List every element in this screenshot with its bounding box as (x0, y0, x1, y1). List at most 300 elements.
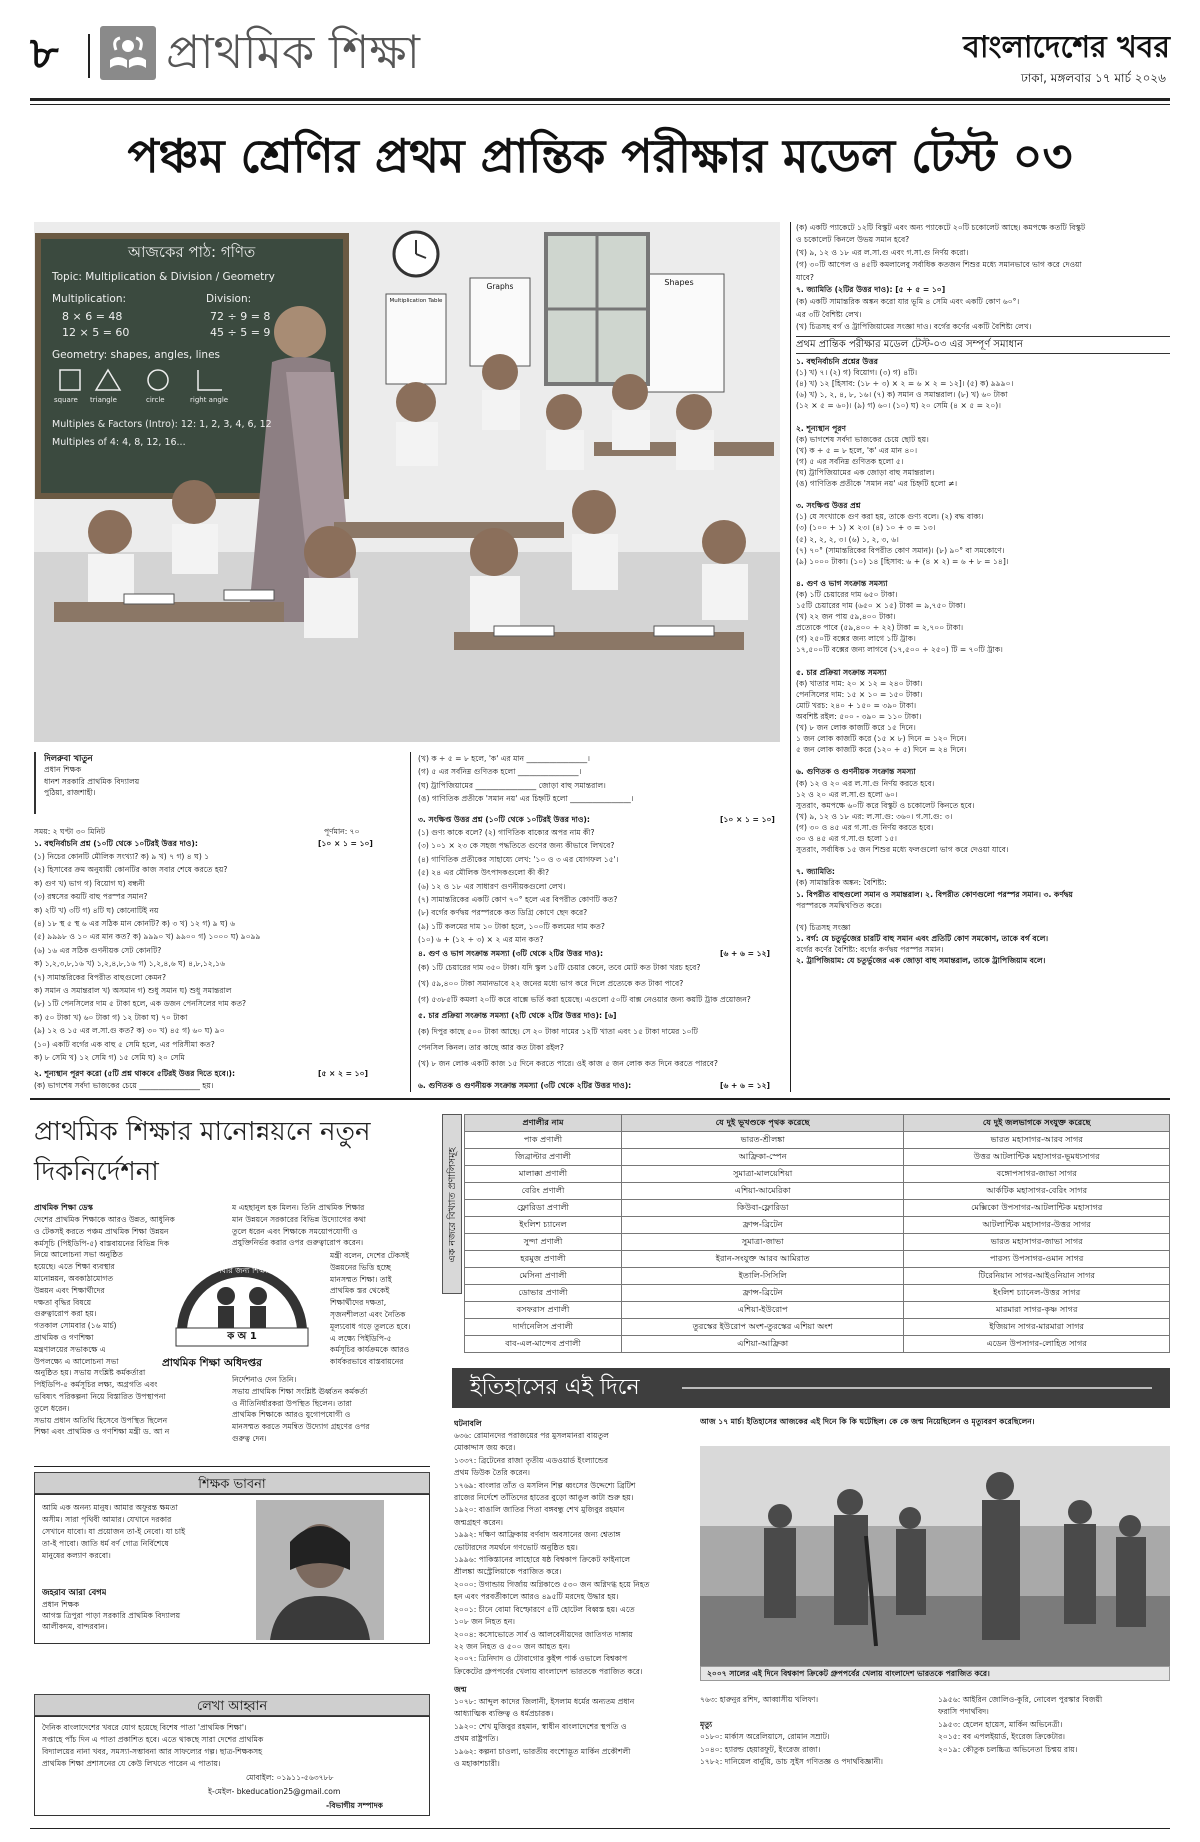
section-rule (30, 1098, 1170, 1100)
news-text-line: তুলে ধরেন এবং শিক্ষাকে সময়োপযোগী ও (232, 1226, 358, 1236)
news-text-line: মানোন্নয়ন, অবকাঠামোগত (34, 1273, 114, 1283)
table-cell: বেরিং প্রণালী (465, 1183, 622, 1200)
question-line: (ক) একটি প্যাকেটে ১২টি বিস্কুট এবং অন্য প্যাকেটে ২০টি চকোলেট আছে। কমপক্ষে কতটি বিস্কুট (796, 223, 1086, 232)
solution-line: (৭) ৭০° (সামান্তরিকের বিপরীত কোণ সমান)। (৮) ৯০° বা সমকোণে। (796, 545, 1005, 555)
table-row (465, 1234, 1170, 1251)
history-header-line (682, 1387, 1152, 1389)
logo-caption: প্রাথমিক শিক্ষা অধিদপ্তর (162, 1357, 262, 1369)
divider (88, 34, 90, 78)
solution-line: (খ) ৯, ১২ ও ১৮ এর: ল.সা.গু: ৩৬০। গ.সা.গু: ৩। (796, 811, 953, 821)
author-box (34, 752, 354, 814)
question-line: (ক) একটি সামান্তরিক অঙ্কন করো যার ভূমি ৪ সেমি এবং একটি কোণ ৬০°। (796, 297, 1020, 307)
question-line: (২) হিসাবের ক্রম অনুযায়ী কোনটির কাজ সবার শেষে করতে হয়? (34, 865, 228, 875)
question-line: এর ৩টি বৈশিষ্ট্য লেখ। (796, 309, 862, 319)
solution-line: ১ জন লোক কাজটি করে (১৫ × ৮) দিনে = ১২০ দিনে। (796, 734, 967, 744)
table-cell: ফ্রান্স-ব্রিটেন (621, 1285, 903, 1302)
q4-marks: [৬ + ৬ = ১২] (720, 949, 770, 958)
author-role: প্রধান শিক্ষক (44, 765, 82, 775)
table-cell: দার্দানেলিস প্রণালী (465, 1319, 622, 1336)
board-multiples-4: Multiples of 4: 4, 8, 12, 16... (52, 437, 186, 448)
solution-line: ১. বহুনির্বাচনি প্রশ্নের উত্তর (796, 357, 878, 366)
table-cell: মেক্সিকো উপসাগর-আটলান্টিক মহাসাগর (904, 1200, 1170, 1217)
question-line: (৫) ২৪ এর মৌলিক উৎপাদকগুলো কী কী? (418, 868, 550, 878)
question-line: (৮) বর্গের কর্ণদ্বয় পরস্পরকে কত ডিগ্রি কোণে ছেদ করে? (418, 908, 588, 918)
author-school: ধানশ সরকারি প্রাথমিক বিদ্যালয় (44, 776, 140, 786)
news-text-line: সৃজনশীলতা এবং নৈতিক (330, 1309, 406, 1319)
question-line: (৩) রম্বসের কয়টি বাহু পরস্পর সমান? (34, 892, 148, 902)
thought-line: মানুষের কল্যাণ করবো। (42, 1551, 111, 1560)
news-text-line: কার্যকরভাবে বাস্তবায়নের (330, 1357, 404, 1367)
teacher-place: আলীকদম, বান্দরবান। (42, 1622, 108, 1631)
solution-line: মোট খরচ: ২৪০ + ১৫০ = ৩৯০ টাকা। (796, 700, 917, 710)
table-cell: ইতালি-সিসিলি (621, 1268, 903, 1285)
solution-line: (খ) চিত্রসহ সংজ্ঞা (796, 922, 851, 932)
solution-line: (ক) সামান্তরিক অঙ্কন: বৈশিষ্ট্য: (796, 878, 887, 888)
table-cell: উত্তর আটলান্টিক মহাসাগর-ভূমধ্যসাগর (904, 1149, 1170, 1166)
birth-line: আধ্যাত্মিক ব্যক্তিত্ব ও ধর্মপ্রচারক। (454, 1709, 554, 1719)
death-line: ১৯৫৬: আইরিন জোলিও-কুরি, নোবেল পুরস্কার বিজয়ী (938, 1695, 1103, 1704)
news-col2-top (232, 1202, 428, 1249)
call-line: সপ্তাহে পাঁচ দিন এ পাতা প্রকাশিত হবে। এতে থাকছে সারা দেশের প্রাথমিক (42, 1735, 264, 1744)
question-line: (৬) ১২ ও ১৮ এর সাধারণ গুণনীয়কগুলো লেখ। (418, 881, 566, 891)
question-line: ক) সমান ও সমান্তরাল খ) অসমান গ) শুধু সমান ঘ) শুধু সমান্তরাল (34, 986, 232, 996)
event-line: ১৯৯৬: পাকিস্তানের লাহোরে ষষ্ঠ বিশ্বকাপ ক্রিকেট ফাইনালে (454, 1555, 631, 1565)
table-cell: এডেন উপসাগর-লোহিত সাগর (904, 1336, 1170, 1353)
masthead-rule (30, 98, 1170, 101)
q2-rest-list (418, 752, 786, 806)
column-header: যে দুই জলভাগকে সংযুক্ত করেছে (904, 1115, 1170, 1132)
teacher-thoughts-text (42, 1502, 258, 1562)
table-cell: সুন্দা প্রণালী (465, 1234, 622, 1251)
question-line: (৭) সামান্তরিকের বিপরীত বাহুগুলো কেমন? (34, 972, 166, 982)
table-cell: টিরেনিয়ান সাগর-আইওনিয়ান সাগর (904, 1268, 1170, 1285)
table-cell: জিব্রাল্টার প্রণালী (465, 1149, 622, 1166)
poster-table-label: Multiplication Table (389, 298, 443, 304)
table-cell: সুমাত্রা-মালয়েশিয়া (621, 1166, 903, 1183)
call-text (42, 1722, 426, 1770)
solution-line: (৫) ২, ২, ২, ৩। (৬) ১, ২, ৩, ৬। (796, 534, 899, 544)
table-cell: বসফরাস প্রণালী (465, 1302, 622, 1319)
question-line: (ঘ) ট্রাপিজিয়ামের ________________ জোড়া বাহু সমান্তরাল। (418, 780, 606, 790)
event-line: জন্মগ্রহণ করেন। (454, 1517, 504, 1527)
table-cell: এশিয়া-আফ্রিকা (621, 1336, 903, 1353)
question-line: (১০) ৬ + (১২ ÷ ৩) × ২ এর মান কত? (418, 935, 544, 945)
solution-line (796, 755, 1170, 766)
event-line: রাজের নির্দেশে তাঁতিদের হাতের বুড়ো আঙুল কাটা শুরু হয়। (454, 1493, 634, 1503)
news-col2-bottom (232, 1374, 428, 1445)
solution-line: ৫ জন লোক কাজটি করে (১২০ ÷ ৫) দিনে = ২৪ দিনে। (796, 745, 967, 755)
q3-title: ৩. সংক্ষিপ্ত উত্তর প্রশ্ন (১০টি থেকে ১০টিরই উত্তর দাও): (418, 815, 590, 824)
table-cell: আর্কটিক মহাসাগর-বেরিং সাগর (904, 1183, 1170, 1200)
logo-arc-text: সবার জন্য শিক্ষা (216, 1266, 268, 1275)
death-line: ০১৮০: মার্কাস অরেলিয়াসে, রোমান সম্রাট। (700, 1732, 830, 1742)
solution-line: ৭. জ্যামিতি: (796, 867, 835, 877)
table-cell: এশিয়া-ইউরোপ (621, 1302, 903, 1319)
solution-line: পেনসিলের দাম: ১৫ × ১০ = ১৫০ টাকা। (796, 689, 923, 699)
events-list (454, 1430, 694, 1678)
column-rule (410, 752, 411, 1092)
solution-line: ১২ ও ২০ এর ল.সা.গু হলো ৬০। (796, 789, 898, 799)
q4-title: ৪. গুণ ও ভাগ সংক্রান্ত সমস্যা (৩টি থেকে ২টির উত্তর দাও): (418, 949, 604, 958)
news-text-line: মন্ত্রী বলেন, দেশের টেকসই (330, 1251, 410, 1260)
question-line: (খ) ৯, ১২ ও ১৮ এর ল.সা.গু এবং গ.সা.গু নির্ণয় করো। (796, 247, 969, 257)
teacher-thoughts-header (34, 1472, 430, 1494)
thought-line: আমি এক অনন্য মানুষ। আমার অফুরন্ত ক্ষমতা (42, 1503, 178, 1512)
news-text-line: শিক্ষা এবং প্রাথমিক ও গণশিক্ষা মন্ত্রী ড. আ ন (34, 1427, 170, 1437)
exam-time: সময়: ২ ঘণ্টা ৩০ মিনিট (34, 827, 106, 836)
birth-line: ১৯৬২: কল্পনা চাওলা, ভারতীয় বংশোদ্ভূত মার্কিন প্রকৌশলী (454, 1746, 631, 1756)
table-row (465, 1285, 1170, 1302)
news-text-line: দক্ষতা বৃদ্ধির বিষয়ে (34, 1297, 92, 1307)
solution-line: সুতরাং, কমপক্ষে ৬০টি করে বিস্কুট ও চকোলেট কিনতে হবে। (796, 800, 975, 810)
exam-marks: পূর্ণমান: ৭০ (324, 827, 360, 836)
event-line: ১৩৩৭: ব্রিটেনের রাজা তৃতীয় এডওয়ার্ড ইংল্যান্ডের (454, 1455, 609, 1465)
news-text-line: সভায় প্রধান অতিথি হিসেবে উপস্থিত ছিলেন (34, 1415, 168, 1425)
question-line: (১) গুণ্য কাকে বলে? (২) গাণিতিক বাক্যের অপর নাম কী? (418, 828, 595, 837)
book-icon (100, 26, 156, 80)
question-line: (৮) ১টি পেনসিলের দাম ৫ টাকা হলে, এক ডজন পেনসিলের দাম কত? (34, 999, 247, 1009)
question-line: ক) ১,২,৩,৮,১৬ খ) ১,২,৪,৮,১৬ গ) ১,২,৪,৬ ঘ) ৪,৮,১২,১৬ (34, 959, 226, 969)
question-line: ক) ৮ সেমি খ) ১২ সেমি গ) ১৫ সেমি ঘ) ২০ সেমি (34, 1053, 185, 1063)
q1-list (34, 850, 406, 1065)
death-line: ফরাসি পদার্থবিদ। (938, 1707, 989, 1717)
news-text-line: প্রাথমিক ও গণশিক্ষা (34, 1332, 94, 1342)
teacher-role: প্রধান শিক্ষক (42, 1600, 80, 1609)
news-byline: প্রাথমিক শিক্ষা ডেস্ক (34, 1203, 93, 1212)
solution-line: (ক) ১টি চেয়ারের দাম ৬৫০ টাকা। (796, 589, 898, 599)
table-cell: ভারত মহাসাগর-আরব সাগর (904, 1132, 1170, 1149)
solution-line: ১. বিপরীত বাহুগুলো সমান ও সমান্তরাল। ২. বিপরীত কোণগুলো পরস্পর সমান। ৩. কর্ণদ্বয় (796, 889, 1073, 899)
question-line: (৪) ১৮ স্থ ৫ স্থ ৬ এর সঠিক মান কোনটি? ক) ৩ খ) ১২ গ) ৯ ঘ) ৬ (34, 919, 236, 929)
call-header (34, 1694, 430, 1716)
solution-line: (১২ × ৫ = ৬০)। (৯) গ) ৬০। (১০) ঘ) ২০ সেমি (৪ × ৫ = ২০)। (796, 401, 1001, 411)
solution-line: ১৭,৫০০টি বক্সের জন্য লাগবে (১৭,৫০০ ÷ ২৫০) টি = ৭০টি ট্রাক। (796, 645, 1003, 655)
table-cell: ভারত-শ্রীলঙ্কা (621, 1132, 903, 1149)
photo-caption: ২০০৭ সালের এই দিনে বিশ্বকাপ ক্রিকেট গ্রুপপর্বের খেলায় বাংলাদেশ ভারতকে পরাজিত করে। (700, 1666, 1170, 1681)
solution-line (796, 411, 1170, 422)
table-row (465, 1268, 1170, 1285)
board-title: আজকের পাঠ: গণিত (128, 243, 256, 261)
table-cell: এশিয়া-আমেরিকা (621, 1183, 903, 1200)
teacher-school: আগস্ত ত্রিপুরা পাড়া সরকারি প্রাথমিক বিদ্যালয় (42, 1611, 181, 1620)
solution-line: ১৫টি চেয়ারের দাম (৬৫০ × ১৫) টাকা = ৯,৭৫০ টাকা। (796, 601, 966, 611)
events-label: ঘটনাবলি (454, 1419, 482, 1428)
table-cell: পারস্য উপসাগর-ওমান সাগর (904, 1251, 1170, 1268)
question-line: ক) ২টি খ) ৩টি গ) ৪টি ঘ) কোনোটিই নয় (34, 905, 159, 915)
board-mult-2: 12 × 5 = 60 (62, 326, 130, 339)
news-text-line: মান উন্নয়নে সরকারের বিভিন্ন উদ্যোগের কথা (232, 1214, 367, 1224)
event-line: হন এবং পরবর্তীকালে আরও ৪৯৫টি মরদেহ উদ্ধার হয়। (454, 1592, 619, 1602)
event-line: ২০০১: চীনে বোমা বিস্ফোরণে ৫টি হোটেল বিধ্বস্ত হয়। এতে (454, 1604, 635, 1614)
table-cell: কিউবা-ফ্লোরিডা (621, 1200, 903, 1217)
shape-square-label: square (54, 396, 78, 404)
q2-marks: [৫ × ২ = ১০] (318, 1069, 368, 1078)
call-email: ই-মেইল- bkeducation25@gmail.com (208, 1787, 341, 1796)
solution-line: (গ) ৫ এর সর্বনিম্ন গুণিতক হলো ৫। (796, 456, 904, 466)
question-line: (খ) ৮ জন লোক একটি কাজ ১৫ দিনে করতে পারে। ওই কাজ ৫ জন লোক কত দিনে করতে পারবে? (418, 1059, 718, 1068)
call-signoff: -বিভাগীয় সম্পাদক (326, 1801, 383, 1810)
question-line: (খ) চিত্রসহ বর্গ ও ট্রাপিজিয়ামের সংজ্ঞা দাও। বর্গের কর্ণের একটি বৈশিষ্ট্য লেখ। (796, 322, 1032, 332)
q4-list (418, 960, 786, 1072)
question-line: ক) ৫০ টাকা খ) ৬০ টাকা গ) ১২ টাকা ঘ) ৭০ টাকা (34, 1012, 188, 1022)
birth-line: প্রথম রাষ্ট্রপতি। (454, 1734, 499, 1744)
news-text-line: মানসম্মত শিক্ষা। তাই (330, 1274, 392, 1284)
question-line: (৭) সামান্তরিকের একটি কোণ ৭০° হলে এর বিপরীত কোণটি কত? (418, 895, 618, 905)
question-line: (১০) একটি বর্গের এক বাহু ৫ সেমি হলে, এর পরিসীমা কত? (34, 1039, 215, 1049)
solution-line (796, 489, 1170, 500)
section-logo (100, 26, 156, 80)
solution-line: অবশিষ্ট রইল: ৫০০ - ৩৯০ = ১১০ টাকা। (796, 712, 922, 721)
call-line: দৈনিক বাংলাদেশের খবরে যোগ হয়েছে বিশেষ পাতা 'প্রাথমিক শিক্ষা'। (42, 1723, 247, 1732)
birth-line: ১৯২০: শেখ মুজিবুর রহমান, স্বাধীন বাংলাদেশের স্থপতি ও (454, 1721, 627, 1731)
solution-line: (গ) ২৫০টি বক্সের জন্য লাগে ১টি ট্রাক। (796, 634, 916, 644)
death-line (700, 1706, 930, 1718)
question-line: (৯) ১২ ও ১৫ এর ল.সা.গু কত? ক) ৩০ খ) ৪৫ গ) ৬০ ঘ) ৯০ (34, 1026, 225, 1036)
question-line: (৫) ৯৯৯৮ ও ১০ এর মান কত? ক) ৯৯৯০ খ) ৯৯০০ গ) ১০০০ ঘ) ৯০৯৯ (34, 932, 261, 942)
masthead-rule-thin (30, 104, 1170, 105)
column-header: প্রণালীর নাম (465, 1115, 622, 1132)
news-text-line: নির্দেশনাও দেন তিনি। (232, 1375, 297, 1384)
section-title: প্রাথমিক শিক্ষা (166, 25, 420, 79)
poster-graphs-label: Graphs (486, 282, 514, 291)
event-line: ২০০৭: ত্রিনিদাদ ও টোবাগোর কুইন্স পার্ক ওভালে বিশ্বকাপ (454, 1654, 628, 1664)
solution-line: (৬) খ) ১, ২, ৪, ৮, ১৬। (৭) ক) সমান ও সমান্তরাল। (৮) খ) ৬০ টাকা (796, 390, 1008, 400)
event-line: ১৯২০: বাঙালি জাতির পিতা বঙ্গবন্ধু শেখ মুজিবুর রহমান (454, 1505, 625, 1515)
question-line: (খ) ৫৯,৪০০ টাকা সমানভাবে ২২ জনের মধ্যে ভাগ করে দিলে প্রত্যেকে কত টাকা পাবে? (418, 979, 684, 988)
news-text-line: ম এহছানুল হক মিলন। তিনি প্রাথমিক শিক্ষার (232, 1203, 365, 1212)
news-text-line: দেশের প্রাথমিক শিক্ষাকে আরও উন্নত, আধুনিক (34, 1215, 175, 1224)
table-cell: ভারত মহাসাগর-জাভা সাগর (904, 1234, 1170, 1251)
news-text-line: পিইডিপি-৫ কর্মসূচির লক্ষ্য, অগ্রগতি এবং (34, 1380, 158, 1390)
births-label: জন্ম (454, 1685, 467, 1694)
event-line: ১৯৯২: দক্ষিণ আফ্রিকায় বর্ণবাদ অবসানের জন্য শ্বেতাঙ্গ (454, 1530, 621, 1540)
table-cell: মালাক্কা প্রণালী (465, 1166, 622, 1183)
photo-header: আজ ১৭ মার্চ। ইতিহাসের আজকের এই দিনে কি কি ঘটেছিল। কে কে জন্ম নিয়েছিলেন ও মৃত্যুবরণ করেছিলেন। (700, 1417, 1035, 1426)
board-geometry: Geometry: shapes, angles, lines (52, 349, 220, 361)
poster-shapes-label: Shapes (664, 278, 694, 287)
column-rule-right (790, 222, 791, 1092)
news-text-line: শিক্ষার্থীদের দক্ষতা, (330, 1298, 387, 1308)
question-line: (ঙ) গাণিতিক প্রতীকে 'সমান নয়' এর চিহ্নটি হলো ________________। (418, 794, 634, 804)
q1-title: ১. বহুনির্বাচনি প্রশ্ন (১০টি থেকে ১০টিরই উত্তর দাও): (34, 839, 198, 848)
teacher-photo (256, 1500, 384, 1640)
solution-line: ৫. চার প্রক্রিয়া সংক্রান্ত সমস্যা (796, 667, 887, 677)
solution-line: ১. বর্গ: যে চতুর্ভুজের চারটি বাহু সমান এবং প্রতিটি কোণ সমকোণ, তাকে বর্গ বলে। (796, 933, 1049, 943)
solution-line (796, 855, 1170, 866)
news-text-line: গুরুত্ব দেন। (232, 1433, 267, 1443)
teacher-thoughts-title: শিক্ষক ভাবনা (198, 1477, 266, 1492)
event-line: শ্রীলঙ্কা অস্ট্রেলিয়াকে পরাজিত করে। (454, 1567, 562, 1577)
question-line: (৪) গাণিতিক প্রতীকের সাহায্যে লেখ: '১০ ও ৩ এর যোগফল ১৫'। (418, 854, 619, 864)
death-line: ১৯৫৩: হেলেন হায়েস, মার্কিন অভিনেত্রী। (938, 1719, 1063, 1729)
death-line: ২০১৫: বব এপলইয়ার্ড, ইংরেজ ক্রিকেটার। (938, 1732, 1065, 1742)
classroom-illustration (34, 222, 780, 742)
death-line: ১০৪০: হ্যারল্ড হেয়ারফুট, ইংরেজ রাজা। (700, 1744, 821, 1754)
board-topic: Topic: Multiplication & Division / Geometry (52, 271, 275, 283)
news-col2-right (330, 1250, 430, 1368)
question-line: (৯) ১টি কলমের দাম ১০ টাকা হলে, ১০০টি কলমের দাম কত? (418, 921, 605, 931)
news-text-line: গতকাল সোমবার (১৬ মার্চ) (34, 1321, 117, 1331)
table-row (465, 1200, 1170, 1217)
solution-line: (ক) খাতার দাম: ২০ × ১২ = ২৪০ টাকা। (796, 678, 923, 688)
solution-line: (৯) ১০০০ টাকা। (১০) ১৪ [হিসাব: ৬ + (৪ × ২) = ৬ + ৮ = ১৪]। (796, 556, 1009, 566)
solution-line: (১) যে সংখ্যাকে গুণ করা হয়, তাকে গুণ্য বলে। (২) বদ্ধ বাক্য। (796, 512, 984, 522)
author-place: পুঠিয়া, রাজশাহী। (44, 787, 96, 797)
table-row (465, 1302, 1170, 1319)
call-line: বিদ্যালয়ের নানা খবর, সমস্যা-সম্ভাবনা আর সাফল্যের গল্প। ছাত্র-শিক্ষকসহ (42, 1747, 263, 1756)
event-line: ২০০৪: কসোভোতে সার্ব ও আলবেনীয়দের জাতিগত দাঙ্গায় (454, 1629, 633, 1639)
question-line: (খ) ক ÷ ৫ = ৮ হলে, 'ক' এর মান ________________। (418, 754, 590, 763)
news-text-line: সভায় প্রাথমিক শিক্ষা সংশ্লিষ্ট ঊর্ধ্বতন কর্মকর্তা (232, 1386, 368, 1396)
solution-line: প্রত্যেকে পাবে (৫৯,৪০০ ÷ ২২) টাকা = ২,৭০০ টাকা। (796, 623, 964, 633)
news-text-line: কর্মসূচির কার্যক্রমকে আরও (330, 1345, 410, 1355)
solution-line: (ক) ভাগশেষ সর্বদা ভাজকের চেয়ে ছোট হয়। (796, 434, 929, 444)
board-shapes (58, 366, 258, 396)
table-cell: পাক প্রণালী (465, 1132, 622, 1149)
table-cell: আফ্রিকা-স্পেন (621, 1149, 903, 1166)
news-text-line: নিয়ে আলোচনা সভা অনুষ্ঠিত (34, 1250, 123, 1260)
call-mobile: মোবাইল: ০১৯১১-৫৬৩৭৮৮ (246, 1773, 334, 1782)
teacher-name: জহরাব আরা বেগম (42, 1587, 107, 1597)
news-text-line: এ লক্ষ্যে পিইডিপি-৫ (330, 1333, 392, 1343)
right-top-list (796, 222, 1170, 334)
solution-line: (খ) ৮ জন লোক কাজটি করে ১৫ দিনে। (796, 723, 916, 733)
news-text-line: প্রযুক্তিনির্ভর করার ওপর গুরুত্বারোপ করেন। (232, 1238, 364, 1248)
solution-line: (খ) ২২ জন পায় ৫৯,৪০০ টাকা। (796, 612, 896, 622)
solution-line: ৩. সংক্ষিপ্ত উত্তর প্রশ্ন (796, 501, 861, 511)
news-text-line: প্রাথমিক শিক্ষাকে আরও যুগোপযোগী ও (232, 1410, 351, 1420)
table-cell: বঙ্গোপসাগর-জাভা সাগর (904, 1166, 1170, 1183)
board-multiples: Multiples & Factors (Intro): 12: 1, 2, 3, 4, 6, 12 (52, 419, 272, 430)
death-line: মৃত্যু (700, 1719, 713, 1729)
table-row (465, 1149, 1170, 1166)
table-row (465, 1183, 1170, 1200)
routes-table-wrap (464, 1114, 1170, 1353)
news-text-line: মূল্যবোধ গড়ে তুলতে হবে। (330, 1321, 411, 1331)
dateline: ঢাকা, মঙ্গলবার ১৭ মার্চ ২০২৬ (1021, 71, 1166, 85)
news-text-line: গুরুত্বারোপ করা হয়। (34, 1309, 97, 1319)
solution-line: (১) খ) ৭। (২) গ) বিয়োগ। (৩) গ) ৪টি। (796, 368, 918, 378)
board-mult-1: 8 × 6 = 48 (62, 310, 123, 323)
table-row (465, 1251, 1170, 1268)
page-number: ৮ (30, 28, 59, 79)
event-line: ১৭৬৯: বাংলার তাঁত ও মসলিন শিল্প ধ্বংসের উদ্দেশ্যে ব্রিটিশ (454, 1480, 636, 1490)
death-line: ৭৬৩: হারুনুর রশিদ, আব্বাসীয় খলিফা। (700, 1695, 819, 1704)
event-line: ২২ জন নিহত ও ৫০০ জন আহত হন। (454, 1641, 570, 1651)
birth-line: ১০৭৮: আব্দুল কাদের জিলানী, ইসলাম ধর্মের অন্যতম প্রধান (454, 1697, 635, 1706)
birth-line: ও মহাকাশচারী। (454, 1759, 500, 1769)
solution-line: ৩০ ও ৪৫ এর গ.সা.গু হলো ১৫। (796, 834, 897, 844)
table-cell: ফ্লোরিডা প্রণালী (465, 1200, 622, 1217)
table-cell: সুমাত্রা-জাভা (621, 1234, 903, 1251)
event-line: ক্রিকেটের গ্রুপপর্বের খেলায় বাংলাদেশ ভারতকে পরাজিত করে। (454, 1666, 643, 1676)
news-text-line: প্রাথমিক স্তর থেকেই (330, 1286, 390, 1296)
cricket-team-photo (700, 1446, 1170, 1666)
q3-marks: [১০ × ১ = ১০] (720, 815, 775, 824)
paper-name: বাংলাদেশের খবর (963, 30, 1170, 65)
event-line: ২০০০: উগান্ডায় গির্জায় অগ্নিকাণ্ডে ৫৩০ জন অগ্নিদগ্ধ হয়ে নিহত (454, 1579, 650, 1589)
question-line: (৩) ১০১ × ২৩ কে সহজ পদ্ধতিতে গুণের জন্য কীভাবে লিখবে? (418, 841, 615, 851)
author-name: দিলরুবা খাতুন (44, 753, 93, 763)
table-row (465, 1166, 1170, 1183)
news-text-line: কর্মসূচি (পিইডিপি-৫) বাস্তবায়নের বিভিন্ন দিক (34, 1238, 170, 1248)
deaths-mid-list (700, 1694, 930, 1768)
solution-line (796, 656, 1170, 667)
board-mult-label: Multiplication: (52, 293, 127, 305)
news-text-line: মানসম্মত করতে সমন্বিত উদ্যোগ গ্রহণের ওপর (232, 1422, 370, 1432)
page-bottom-rule (30, 1828, 1170, 1829)
table-cell: ইজিয়ান সাগর-মারমারা সাগর (904, 1319, 1170, 1336)
question-line: (ক) দিপুর কাছে ৫০০ টাকা আছে। সে ২০ টাকা দামের ১২টি খাতা এবং ১৫ টাকা দামের ১০টি (418, 1027, 698, 1036)
question-line: (গ) ৫ এর সর্বনিম্ন গুণিতক হলো ________________। (418, 767, 582, 777)
q6-title: ৬. গুণিতক ও গুণনীয়ক সংক্রান্ত সমস্যা (৩টি থেকে ২টির উত্তর দাও): (418, 1081, 632, 1090)
call-line: প্রাথমিক শিক্ষা প্রশাসনের যে কেউ লিখতে পারেন এ পাতায়। (42, 1759, 221, 1768)
logo-letters: ক অ 1 (227, 1331, 257, 1342)
solution-title: প্রথম প্রান্তিক পরীক্ষার মডেল টেস্ট-০৩ এর সম্পূর্ণ সমাধান (796, 336, 1170, 354)
news-text-line: উন্নয়নের ভিত্তি হচ্ছে (330, 1262, 391, 1272)
history-header (452, 1368, 1170, 1408)
question-line: ও চকোলেট কিনলে উভয় সমান হবে? (796, 235, 910, 245)
table-cell: মেসিনা প্রণালী (465, 1268, 622, 1285)
thought-line: তা-ই পাবো। জাতি ধর্ম বর্ণ গোত্র নির্বিশেষে (42, 1539, 169, 1548)
solution-line: ৬. গুণিতক ও গুণনীয়ক সংক্রান্ত সমস্যা (796, 767, 916, 777)
question-line: ৫. চার প্রক্রিয়া সংক্রান্ত সমস্যা (২টি থেকে ২টির উত্তর দাও): [৬] (418, 1011, 617, 1020)
table-cell: ডোভার প্রণালী (465, 1285, 622, 1302)
table-cell: বাব-এল-মান্দেব প্রণালী (465, 1336, 622, 1353)
question-line: ক) গুণ খ) ভাগ গ) বিয়োগ ঘ) বন্ধনী (34, 878, 145, 888)
table-cell: মারমারা সাগর-কৃষ্ণ সাগর (904, 1302, 1170, 1319)
deaths-right-list (938, 1694, 1170, 1756)
news-bottom-rule (34, 1466, 430, 1467)
routes-side-band (442, 1114, 462, 1294)
table-cell: তুরস্কের ইউরোপ অংশ-তুরস্কের এশিয়া অংশ (621, 1319, 903, 1336)
news-text-line: মন্ত্রণালয়ের সভাকক্ষে এ (34, 1344, 106, 1354)
births-list (454, 1696, 694, 1770)
board-div-label: Division: (206, 293, 252, 305)
solution-line (796, 911, 1170, 922)
news-text-line: ও নীতিনির্ধারকরা উপস্থিত ছিলেন। তারা (232, 1398, 352, 1408)
board-div-2: 45 ÷ 5 = 9 (210, 326, 271, 339)
solution-line: (গ) ৩০ ও ৪৫ এর গ.সা.গু নির্ণয় করতে হবে। (796, 822, 934, 832)
table-cell: ইংলিশ চ্যানেল (465, 1217, 622, 1234)
board-div-1: 72 ÷ 9 = 8 (210, 310, 271, 323)
solution-line: (খ) ক ÷ ৫ = ৮ হলে, 'ক' এর মান ৪০। (796, 445, 918, 455)
question-line: (১) নিচের কোনটি মৌলিক সংখ্যা? ক) ৯ খ) ৭ গ) ৪ ঘ) ১ (34, 852, 210, 861)
question-line: (গ) ৫৩৮৫টি কমলা ২০টি করে বাক্সে ভর্তি করা হয়েছে। এগুলো ৫০টি বাক্স নেওয়ার জন্য কয়টি ট্রাক প্রয়োজন? (418, 995, 751, 1004)
column-header: যে দুই ভূখণ্ডকে পৃথক করেছে (621, 1115, 903, 1132)
event-line: মোকাদ্দাস জয় করে। (454, 1443, 516, 1453)
news-text-line: উপলক্ষ্যে এ আলোচনা সভা (34, 1356, 119, 1366)
page-headline: পঞ্চম শ্রেণির প্রথম প্রান্তিক পরীক্ষার মডেল টেস্ট ০৩ (127, 129, 1073, 183)
solution-line: পরস্পরকে সমদ্বিখণ্ডিত করে। (796, 900, 882, 910)
shape-circle-label: circle (146, 396, 165, 404)
table-cell: ইংলিশ চ্যানেল-উত্তর সাগর (904, 1285, 1170, 1302)
solution-line: (ক) ১২ ও ২০ এর ল.সা.গু নির্ণয় করতে হবে। (796, 778, 935, 788)
solution-line: ২. ট্রাপিজিয়াম: যে চতুর্ভুজের এক জোড়া বাহু সমান্তরাল, তাকে ট্রাপিজিয়াম বলে। (796, 956, 1046, 966)
shape-angle-label: right angle (190, 396, 229, 404)
table-cell: ফ্রান্স-ব্রিটেন (621, 1217, 903, 1234)
event-line: ভোটারদের সমর্থনে গণভোট অনুষ্ঠিত হয়। (454, 1542, 578, 1552)
question-line: (৬) ১৬ এর সঠিক গুণনীয়ক সেট কোনটি? (34, 945, 162, 955)
solution-line: (৩) (১০০ + ১) × ২৩। (৪) ১০ + ৩ = ১৩। (796, 523, 936, 533)
question-line: যাবে? (796, 272, 814, 282)
shape-triangle-label: triangle (90, 396, 117, 404)
dpe-logo (162, 1252, 322, 1378)
question-line: ৭. জ্যামিতি (২টির উত্তর দাও): [৫ + ৫ = ১০] (796, 285, 946, 295)
table-row (465, 1319, 1170, 1336)
table-cell: ইরান-সংযুক্ত আরব আমিরাত (621, 1251, 903, 1268)
solution-line: ২. শূন্যস্থান পূরণ (796, 423, 847, 433)
